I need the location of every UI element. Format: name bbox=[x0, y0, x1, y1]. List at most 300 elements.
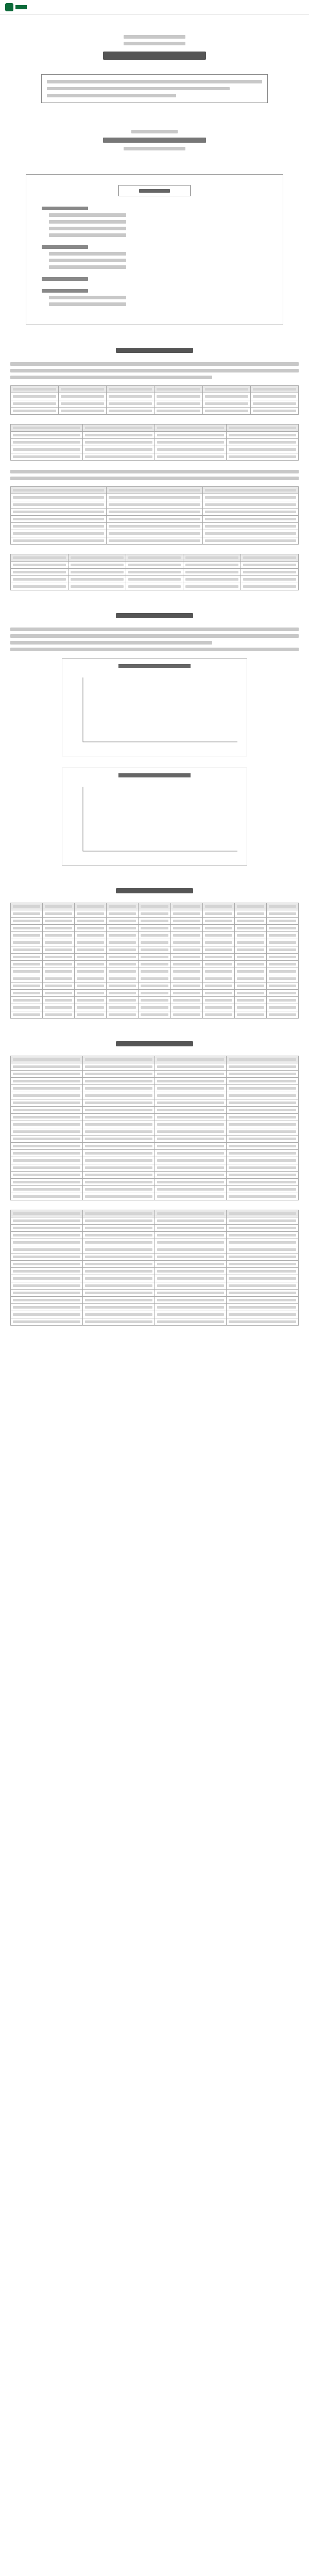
cell-text bbox=[45, 948, 72, 951]
table-cell bbox=[126, 569, 183, 576]
cell-text bbox=[229, 1320, 296, 1323]
table-row bbox=[11, 1186, 299, 1193]
table-cell bbox=[11, 509, 107, 516]
table-cell bbox=[234, 982, 266, 990]
table-cell bbox=[154, 1157, 227, 1164]
table-cell bbox=[107, 530, 202, 537]
logo-wordmark bbox=[15, 5, 27, 9]
cell-text bbox=[85, 1219, 152, 1222]
table-cell bbox=[139, 954, 170, 961]
cell-text bbox=[109, 489, 200, 492]
cell-text bbox=[13, 1284, 80, 1287]
cell-text bbox=[77, 934, 104, 937]
cell-text bbox=[13, 1292, 80, 1294]
table-cell bbox=[234, 1004, 266, 1011]
cell-text bbox=[13, 1159, 80, 1162]
table-cell bbox=[227, 1128, 299, 1136]
cell-text bbox=[13, 1277, 80, 1280]
table-cell bbox=[154, 1136, 227, 1143]
cell-text bbox=[229, 427, 296, 429]
table-cell bbox=[11, 562, 68, 569]
table-row bbox=[11, 439, 299, 446]
cell-text bbox=[229, 1058, 296, 1061]
table-cell bbox=[154, 1143, 227, 1150]
table-row bbox=[11, 1311, 299, 1318]
table-cell bbox=[202, 975, 234, 982]
report-section bbox=[10, 888, 299, 1019]
table-row bbox=[11, 583, 299, 590]
table-cell bbox=[107, 494, 202, 501]
cell-text bbox=[109, 511, 200, 513]
notice-line bbox=[47, 94, 176, 97]
table-cell bbox=[107, 946, 139, 954]
notice-line bbox=[47, 87, 230, 91]
table-cell bbox=[266, 939, 298, 946]
cell-text bbox=[205, 1013, 232, 1016]
cell-text bbox=[85, 1123, 152, 1126]
cell-text bbox=[109, 410, 152, 412]
table-cell bbox=[11, 1085, 83, 1092]
table-cell bbox=[43, 932, 75, 939]
cell-text bbox=[128, 564, 181, 566]
table-cell bbox=[227, 1311, 299, 1318]
table-header-row bbox=[11, 487, 299, 494]
cell-text bbox=[157, 1152, 225, 1155]
table-cell bbox=[82, 1268, 154, 1275]
table-cell bbox=[11, 903, 43, 910]
cell-text bbox=[157, 1234, 225, 1236]
cell-text bbox=[13, 1006, 40, 1009]
cell-text bbox=[85, 455, 152, 458]
table-row bbox=[11, 1004, 299, 1011]
cell-text bbox=[157, 1087, 225, 1090]
brand-logo bbox=[5, 3, 27, 11]
table-cell bbox=[234, 939, 266, 946]
cell-text bbox=[229, 1256, 296, 1258]
table-cell bbox=[266, 1011, 298, 1019]
table-cell bbox=[202, 537, 298, 545]
table-cell bbox=[266, 990, 298, 997]
table-cell bbox=[139, 1011, 170, 1019]
cell-text bbox=[237, 956, 264, 958]
cell-text bbox=[157, 1212, 225, 1215]
cell-text bbox=[205, 496, 296, 499]
table-cell bbox=[68, 576, 126, 583]
cell-text bbox=[71, 564, 124, 566]
table-cell bbox=[154, 1186, 227, 1193]
table-cell bbox=[227, 1225, 299, 1232]
table-cell bbox=[170, 946, 202, 954]
cell-text bbox=[205, 992, 232, 994]
table-cell bbox=[154, 1056, 227, 1063]
table-cell bbox=[170, 1011, 202, 1019]
cell-text bbox=[85, 1101, 152, 1104]
table-row bbox=[11, 1217, 299, 1225]
text-line bbox=[10, 477, 299, 480]
table-cell bbox=[234, 997, 266, 1004]
cell-text bbox=[157, 1094, 225, 1097]
table-cell bbox=[139, 961, 170, 968]
cell-text bbox=[237, 905, 264, 908]
table-row bbox=[11, 569, 299, 576]
cell-text bbox=[157, 1130, 225, 1133]
table-cell bbox=[82, 1318, 154, 1326]
cell-text bbox=[13, 1058, 80, 1061]
cell-text bbox=[13, 388, 56, 391]
cell-text bbox=[109, 1006, 136, 1009]
cell-text bbox=[13, 1138, 80, 1140]
cell-text bbox=[85, 1284, 152, 1287]
cell-text bbox=[13, 1080, 80, 1082]
cell-text bbox=[128, 585, 181, 588]
cell-text bbox=[237, 941, 264, 944]
table-cell bbox=[82, 1157, 154, 1164]
cell-text bbox=[85, 1299, 152, 1301]
cell-text bbox=[13, 511, 104, 513]
cell-text bbox=[45, 1006, 72, 1009]
cell-text bbox=[173, 963, 200, 965]
table-cell bbox=[154, 446, 227, 453]
cell-text bbox=[269, 977, 296, 980]
cell-text bbox=[205, 948, 232, 951]
table-cell bbox=[82, 1143, 154, 1150]
cell-text bbox=[109, 905, 136, 908]
table-cell bbox=[68, 562, 126, 569]
cell-text bbox=[157, 1181, 225, 1183]
toc-group bbox=[42, 207, 267, 237]
table-cell bbox=[11, 1282, 83, 1290]
text-line bbox=[10, 641, 212, 645]
cell-text bbox=[13, 1073, 80, 1075]
cell-text bbox=[109, 970, 136, 973]
table-header-row bbox=[11, 1210, 299, 1217]
cell-text bbox=[13, 1195, 80, 1198]
cell-text bbox=[157, 1277, 225, 1280]
table-row bbox=[11, 1261, 299, 1268]
table-cell bbox=[59, 386, 107, 393]
cell-text bbox=[141, 905, 168, 908]
cell-text bbox=[173, 956, 200, 958]
table-row bbox=[11, 501, 299, 509]
cell-text bbox=[61, 388, 104, 391]
table-cell bbox=[227, 1078, 299, 1085]
cell-text bbox=[109, 977, 136, 980]
table-header-row bbox=[11, 386, 299, 393]
cell-text bbox=[205, 503, 296, 506]
table-cell bbox=[202, 968, 234, 975]
table-cell bbox=[170, 975, 202, 982]
cell-text bbox=[13, 1248, 80, 1251]
cell-text bbox=[85, 427, 152, 429]
table-cell bbox=[75, 918, 107, 925]
notice-box bbox=[41, 74, 268, 103]
cell-text bbox=[173, 927, 200, 929]
cell-text bbox=[71, 556, 124, 559]
cell-text bbox=[85, 1087, 152, 1090]
cell-text bbox=[13, 1241, 80, 1244]
cell-text bbox=[237, 934, 264, 937]
table-cell bbox=[11, 487, 107, 494]
table-cell bbox=[227, 1275, 299, 1282]
report-section bbox=[10, 613, 299, 866]
table-row bbox=[11, 1297, 299, 1304]
table-cell bbox=[107, 968, 139, 975]
text-line bbox=[10, 369, 299, 372]
table-cell bbox=[202, 997, 234, 1004]
cell-text bbox=[13, 1270, 80, 1273]
table-cell bbox=[241, 583, 299, 590]
bar-chart-panel bbox=[62, 768, 247, 866]
table-cell bbox=[75, 1011, 107, 1019]
table-row bbox=[11, 1078, 299, 1085]
cell-text bbox=[61, 402, 104, 405]
table-cell bbox=[82, 1056, 154, 1063]
table-cell bbox=[266, 1004, 298, 1011]
paragraph bbox=[10, 628, 299, 651]
table-cell bbox=[107, 386, 154, 393]
table-cell bbox=[11, 1107, 83, 1114]
cell-text bbox=[85, 448, 152, 451]
table-cell bbox=[266, 903, 298, 910]
table-cell bbox=[266, 968, 298, 975]
table-cell bbox=[154, 1282, 227, 1290]
toc-main-item bbox=[42, 245, 88, 249]
table-cell bbox=[75, 968, 107, 975]
cell-text bbox=[237, 999, 264, 1002]
cell-text bbox=[77, 927, 104, 929]
cell-text bbox=[77, 977, 104, 980]
table-row bbox=[11, 1157, 299, 1164]
data-table bbox=[10, 1056, 299, 1200]
table-cell bbox=[11, 530, 107, 537]
top-bar bbox=[0, 0, 309, 14]
table-cell bbox=[202, 903, 234, 910]
cell-text bbox=[45, 956, 72, 958]
cell-text bbox=[157, 434, 225, 436]
cell-text bbox=[229, 1116, 296, 1118]
table-cell bbox=[68, 583, 126, 590]
cell-text bbox=[109, 402, 152, 405]
cell-text bbox=[205, 920, 232, 922]
table-cell bbox=[154, 400, 202, 408]
cell-text bbox=[157, 427, 225, 429]
section-title bbox=[116, 348, 193, 353]
table-cell bbox=[107, 523, 202, 530]
table-cell bbox=[75, 903, 107, 910]
table-row bbox=[11, 1225, 299, 1232]
table-cell bbox=[227, 1071, 299, 1078]
cell-text bbox=[157, 1073, 225, 1075]
toc-group bbox=[42, 245, 267, 269]
cell-text bbox=[71, 585, 124, 588]
table-cell bbox=[234, 946, 266, 954]
table-row bbox=[11, 968, 299, 975]
cell-text bbox=[173, 905, 200, 908]
table-cell bbox=[266, 997, 298, 1004]
toc-heading-text bbox=[139, 189, 170, 193]
table-cell bbox=[82, 1239, 154, 1246]
table-cell bbox=[234, 925, 266, 932]
cell-text bbox=[157, 1109, 225, 1111]
table-cell bbox=[11, 1297, 83, 1304]
cell-text bbox=[77, 999, 104, 1002]
table-row bbox=[11, 939, 299, 946]
table-cell bbox=[154, 1217, 227, 1225]
cell-text bbox=[173, 912, 200, 915]
table-cell bbox=[82, 1150, 154, 1157]
table-cell bbox=[107, 1011, 139, 1019]
table-cell bbox=[82, 1311, 154, 1318]
table-row bbox=[11, 1290, 299, 1297]
table-cell bbox=[107, 961, 139, 968]
table-row bbox=[11, 1282, 299, 1290]
cell-text bbox=[229, 1073, 296, 1075]
table-cell bbox=[11, 910, 43, 918]
table-cell bbox=[154, 1107, 227, 1114]
table-row bbox=[11, 562, 299, 569]
cell-text bbox=[173, 992, 200, 994]
table-cell bbox=[11, 583, 68, 590]
table-cell bbox=[154, 1164, 227, 1172]
cell-text bbox=[229, 1080, 296, 1082]
cell-text bbox=[185, 578, 238, 581]
cell-text bbox=[13, 532, 104, 535]
cell-text bbox=[85, 1145, 152, 1147]
table-cell bbox=[82, 1085, 154, 1092]
cover-title bbox=[103, 52, 206, 60]
cell-text bbox=[157, 441, 225, 444]
cell-text bbox=[109, 999, 136, 1002]
table-cell bbox=[154, 1121, 227, 1128]
cell-text bbox=[205, 410, 248, 412]
table-cell bbox=[154, 1150, 227, 1157]
table-row bbox=[11, 530, 299, 537]
chart-title bbox=[118, 664, 191, 668]
cell-text bbox=[85, 1174, 152, 1176]
cell-text bbox=[85, 441, 152, 444]
cell-text bbox=[85, 1277, 152, 1280]
table-cell bbox=[202, 393, 250, 400]
cell-text bbox=[85, 1270, 152, 1273]
table-cell bbox=[11, 1121, 83, 1128]
table-cell bbox=[43, 903, 75, 910]
cell-text bbox=[13, 999, 40, 1002]
table-cell bbox=[154, 1246, 227, 1253]
table-cell bbox=[82, 1092, 154, 1099]
table-row bbox=[11, 509, 299, 516]
table-cell bbox=[202, 523, 298, 530]
table-cell bbox=[139, 932, 170, 939]
table-cell bbox=[11, 925, 43, 932]
table-cell bbox=[266, 946, 298, 954]
table-cell bbox=[227, 1297, 299, 1304]
table-cell bbox=[68, 569, 126, 576]
table-cell bbox=[107, 925, 139, 932]
table-cell bbox=[139, 968, 170, 975]
table-cell bbox=[227, 432, 299, 439]
cell-text bbox=[237, 992, 264, 994]
cell-text bbox=[13, 1065, 80, 1068]
table-cell bbox=[202, 509, 298, 516]
table-cell bbox=[139, 939, 170, 946]
cell-text bbox=[229, 1284, 296, 1287]
table-cell bbox=[202, 910, 234, 918]
cell-text bbox=[85, 1188, 152, 1191]
table-cell bbox=[43, 968, 75, 975]
cell-text bbox=[85, 1320, 152, 1323]
cell-text bbox=[229, 1087, 296, 1090]
table-cell bbox=[227, 1304, 299, 1311]
table-cell bbox=[227, 1246, 299, 1253]
cell-text bbox=[185, 571, 238, 573]
table-row bbox=[11, 408, 299, 415]
table-cell bbox=[227, 1056, 299, 1063]
table-cell bbox=[11, 954, 43, 961]
cell-text bbox=[141, 1013, 168, 1016]
cell-text bbox=[157, 448, 225, 451]
cell-text bbox=[173, 970, 200, 973]
table-cell bbox=[234, 954, 266, 961]
cell-text bbox=[229, 1109, 296, 1111]
table-row bbox=[11, 932, 299, 939]
table-cell bbox=[202, 990, 234, 997]
cell-text bbox=[157, 1270, 225, 1273]
table-cell bbox=[154, 1318, 227, 1326]
table-cell bbox=[139, 910, 170, 918]
cell-text bbox=[13, 1256, 80, 1258]
section-title bbox=[116, 888, 193, 893]
cell-text bbox=[229, 1313, 296, 1316]
table-cell bbox=[234, 990, 266, 997]
cell-text bbox=[45, 934, 72, 937]
table-cell bbox=[75, 946, 107, 954]
table-cell bbox=[234, 903, 266, 910]
table-cell bbox=[11, 537, 107, 545]
table-cell bbox=[227, 1114, 299, 1121]
table-cell bbox=[154, 1128, 227, 1136]
table-cell bbox=[82, 1121, 154, 1128]
cell-text bbox=[205, 525, 296, 528]
table-cell bbox=[154, 1275, 227, 1282]
cell-text bbox=[237, 970, 264, 973]
table-cell bbox=[227, 1063, 299, 1071]
cell-text bbox=[85, 1313, 152, 1316]
table-cell bbox=[154, 1063, 227, 1071]
cell-text bbox=[13, 912, 40, 915]
table-cell bbox=[154, 1172, 227, 1179]
cell-text bbox=[205, 927, 232, 929]
table-cell bbox=[11, 1239, 83, 1246]
cell-text bbox=[13, 956, 40, 958]
cell-text bbox=[205, 999, 232, 1002]
table-cell bbox=[202, 939, 234, 946]
cell-text bbox=[109, 963, 136, 965]
cell-text bbox=[157, 1138, 225, 1140]
cell-text bbox=[243, 571, 296, 573]
cell-text bbox=[45, 963, 72, 965]
cell-text bbox=[157, 1256, 225, 1258]
table-cell bbox=[75, 997, 107, 1004]
table-cell bbox=[82, 1232, 154, 1239]
table-cell bbox=[82, 1172, 154, 1179]
table-cell bbox=[107, 501, 202, 509]
table-cell bbox=[11, 939, 43, 946]
cell-text bbox=[141, 985, 168, 987]
cell-text bbox=[237, 977, 264, 980]
table-cell bbox=[11, 501, 107, 509]
table-cell bbox=[266, 961, 298, 968]
table-row bbox=[11, 537, 299, 545]
